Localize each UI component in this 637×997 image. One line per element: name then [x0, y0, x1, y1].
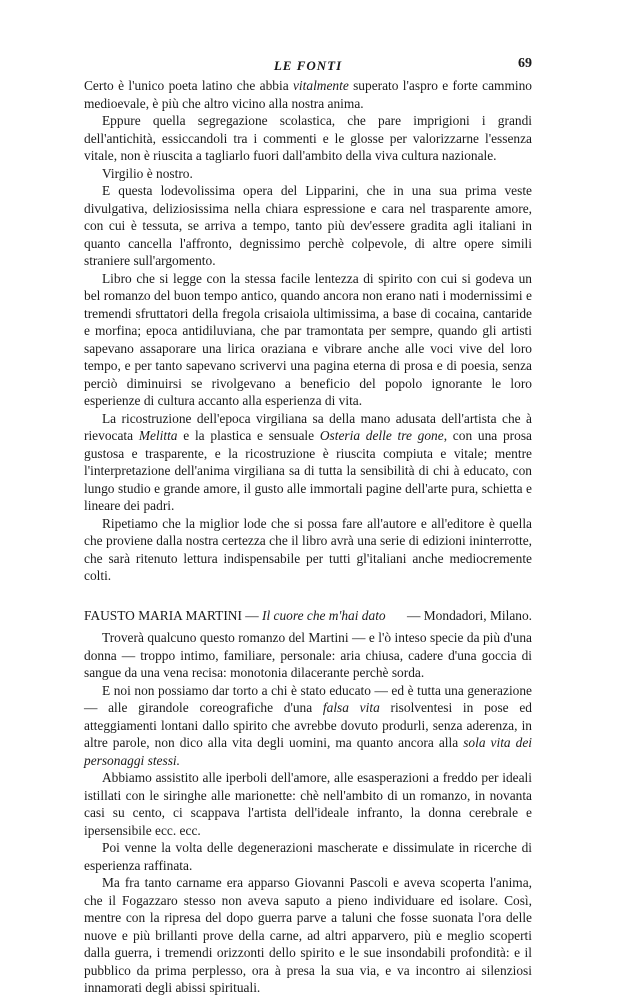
paragraph: E questa lodevolissima opera del Lipparini, che in una sua prima veste divulgativa, deliziosissima nella chiara espressione e cara nel trasparente amore, con cui è tessuta, se arriva a tempo, tanto più dev'essere gradita agli italiani in quanto cancella l'affronto, degnissimo perchè colpevole, di altre opere simili straniere sull'argomento.: [84, 183, 532, 268]
paragraph: Ripetiamo che la miglior lode che si possa fare all'autore e all'editore è quella che proviene dalla nostra certezza che il libro avrà una serie di edizioni ininterrotte, che sarà ritenuto lettura indispensabile per tutti gl'italiani anche mediocremente colti.: [84, 515, 532, 583]
review-publisher: — Mondadori, Milano.: [407, 607, 532, 623]
page-body: [84, 77, 532, 997]
paragraph: Virgilio è nostro.: [102, 165, 193, 181]
paragraph: Abbiamo assistito alle iperboli dell'amore, alle esasperazioni a freddo per ideali istillati con le siringhe alle marionette: chè nell'ambito di un romanzo, in novanta casi su cento, ci scappava l'artista dell'ideale infranto, la donna cerebrale e ipersensibile ecc. ecc.: [84, 770, 532, 838]
running-title: LE FONTI: [273, 58, 343, 73]
paragraph: Certo è l'unico poeta latino che abbia vitalmente superato l'aspro e forte cammino medioevale, è più che altro vicino alla nostra anima.: [84, 78, 532, 111]
paragraph: La ricostruzione dell'epoca virgiliana sa della mano adusata dell'artista che à rievocata Melitta e la plastica e sensuale Osteria delle tre gone, con una prosa gustosa e trasparente, e la ricostruzione è riuscita compiuta e vitale; mentre l'interpretazione dell'anima virgiliana sa di tutta la sensibilità di chi à educato, con lungo studio e grande amore, il gusto alle immortali pagine dell'arte pura, schietta e lineare dei padri.: [84, 410, 532, 513]
paragraph: Poi venne la volta delle degenerazioni mascherate e dissimulate in ricerche di esperienza raffinata.: [84, 840, 532, 873]
review-heading: FAUSTO MARIA MARTINI — Il cuore che m'hai dato — Mondadori, Milano.: [84, 607, 532, 623]
review-title: Il cuore che m'hai dato: [262, 607, 386, 623]
paragraph: Troverà qualcuno questo romanzo del Martini — e l'ò inteso specie da più d'una donna — troppo intimo, familiare, personale: aria chiusa, cadere d'una goccia di sangue da una vena recisa: monotonia dilacerante perchè sorda.: [84, 630, 532, 680]
paragraph: Libro che si legge con la stessa facile lentezza di spirito con cui si godeva un bel romanzo del buon tempo antico, quando ancora non erano nati i modernissimi e tremendi sfruttatori della fregola crisaiola ultimissima, a base di cocaina, cantaride e morfina; epoca antidiluviana, che par tramontata per sempre, quando gli artisti sapevano assaporare una lirica oraziana e vibrare anche alle voci vive del loro tempo, e per tanto sapevano scrivervi una pagina eterna di prosa e di poesia, senza perciò diminuirsi se rivolgevano a beneficio del popolo ignorante le loro esperienze di cultura accanto alla esperienza di vita.: [84, 270, 532, 408]
paragraph: E noi non possiamo dar torto a chi è stato educato — ed è tutta una generazione — alle girandole coreografiche d'una falsa vita risolventesi in pose ed atteggiamenti lontani dallo spirito che avrebbe dovuto produrli, senza aderenza, in altre parole, non dico alla vita degli uomini, ma quanto ancora alla sola vita dei personaggi stessi.: [84, 682, 532, 768]
paragraph: Ma fra tanto carname era apparso Giovanni Pascoli e aveva scoperta l'anima, che il Fogazzaro stesso non aveva saputo a pieno individuare ed isolare. Così, mentre con la ripresa del dopo guerra parve a taluni che fosse suonata l'ora delle nuove e più brillanti prove della carne, ad altri apparvero, più e meglio scoperti dalla guerra, i tremendi orizzonti dello spirito e le sue insondabili profondità: e il pubblico da prima perplesso, ora à presa la sua via, e va incontro ai silenziosi innamorati degli abissi spirituali.: [84, 875, 532, 995]
review-author: FAUSTO MARIA MARTINI: [84, 607, 242, 623]
page-number: 69: [518, 56, 532, 71]
page-header: [84, 56, 532, 76]
paragraph: Eppure quella segregazione scolastica, che pare imprigioni i grandi dell'antichità, essiccandoli tra i commenti e le glosse per valorizzarne l'essenza vitale, non è riuscita a tagliarlo fuori dall'ambito della viva cultura nazionale.: [84, 113, 532, 163]
